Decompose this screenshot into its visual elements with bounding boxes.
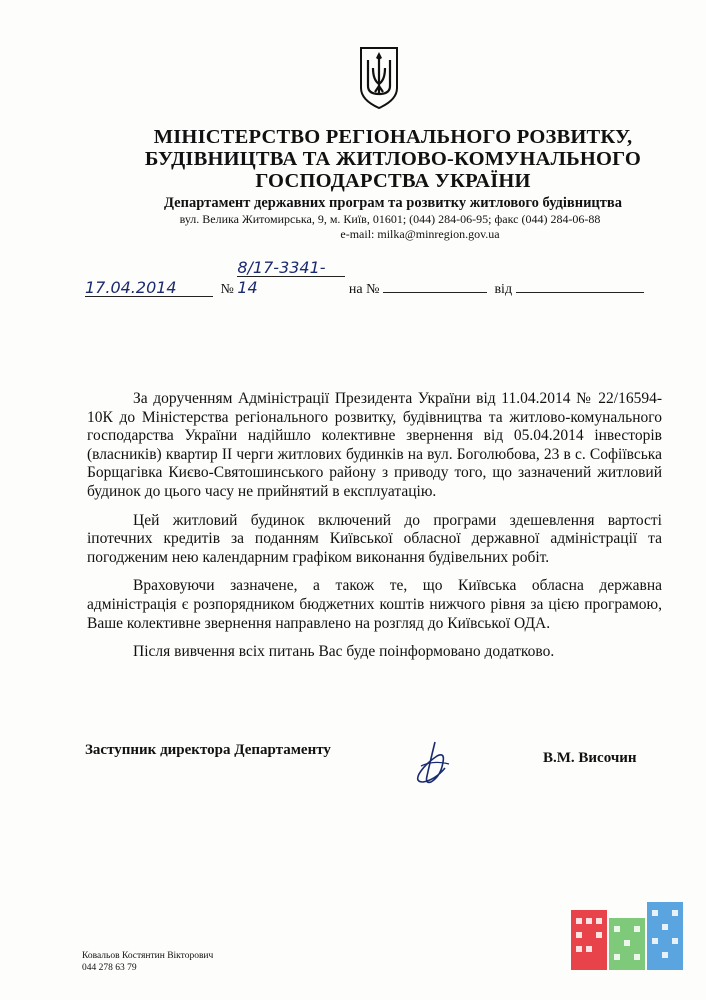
- department-name: Департамент державних програм та розвитку житлового будівництва: [164, 195, 622, 211]
- handwritten-signature-icon: [405, 738, 465, 788]
- in-reply-number-field: [383, 274, 487, 293]
- executor-info: [82, 950, 213, 974]
- from-label: від: [494, 282, 513, 297]
- ministry-title-line: МІНІСТЕРСТВО РЕГІОНАЛЬНОГО РОЗВИТКУ,: [153, 126, 633, 148]
- registration-line: [85, 258, 644, 298]
- outgoing-date: 17.04.2014: [85, 278, 177, 297]
- executor-name: Ковальов Костянтин Вікторович: [82, 951, 214, 961]
- letter-body: [87, 390, 662, 662]
- trident-coat-of-arms-icon: [358, 46, 400, 110]
- number-sign: №: [220, 282, 234, 297]
- paragraph: За дорученням Адміністрації Президента України від 11.04.2014 № 22/16594-10К до Міністерства регіонального розвитку, будівництва та житлово-комунального господарства України надійшло колективне звернення від 05.04.2014 інвесторів (власників) квартир ІІ черги житлових будинків на вул. Боголюбова, 23 в с. Софіївська Борщагівка Києво-Святошинського району з приводу того, що зазначений житловий будинок до цього часу не прийнятий в експлуатацію.: [87, 390, 662, 500]
- address: вул. Велика Житомирська, 9, м. Київ, 01601; (044) 284-06-95; факс (044) 284-06-88: [179, 212, 601, 226]
- buildings-logo-icon: [571, 902, 683, 970]
- email: e-mail: milka@minregion.gov.ua: [340, 227, 500, 241]
- in-reply-date-field: [516, 274, 644, 293]
- paragraph: Після вивчення всіх питань Вас буде поінформовано додатково.: [133, 643, 555, 661]
- paragraph: Враховуючи зазначене, а також те, що Київська обласна державна адміністрація є розпорядником бюджетних коштів нижчого рівня за цією програмою, Ваше колективне звернення направлено на розгляд до Київської ОДА.: [87, 577, 662, 632]
- signatory-name: В.М. Височин: [543, 750, 637, 766]
- signatory-title: Заступник директора Департаменту: [85, 742, 331, 758]
- ministry-title-line: БУДІВНИЦТВА ТА ЖИТЛОВО-КОМУНАЛЬНОГО: [144, 148, 642, 170]
- in-reply-label: на №: [348, 282, 380, 297]
- contact-block: [120, 212, 660, 242]
- ministry-title-line: ГОСПОДАРСТВА УКРАЇНИ: [255, 170, 531, 192]
- executor-phone: 044 278 63 79: [82, 963, 137, 973]
- outgoing-number: 8/17-3341-14: [237, 258, 326, 297]
- ministry-title: [0, 126, 706, 192]
- paragraph: Цей житловий будинок включений до програми здешевлення вартості іпотечних кредитів за поданням Київської обласної державної адміністрації та погодженим нею календарним графіком виконання будівельних робіт.: [87, 511, 662, 566]
